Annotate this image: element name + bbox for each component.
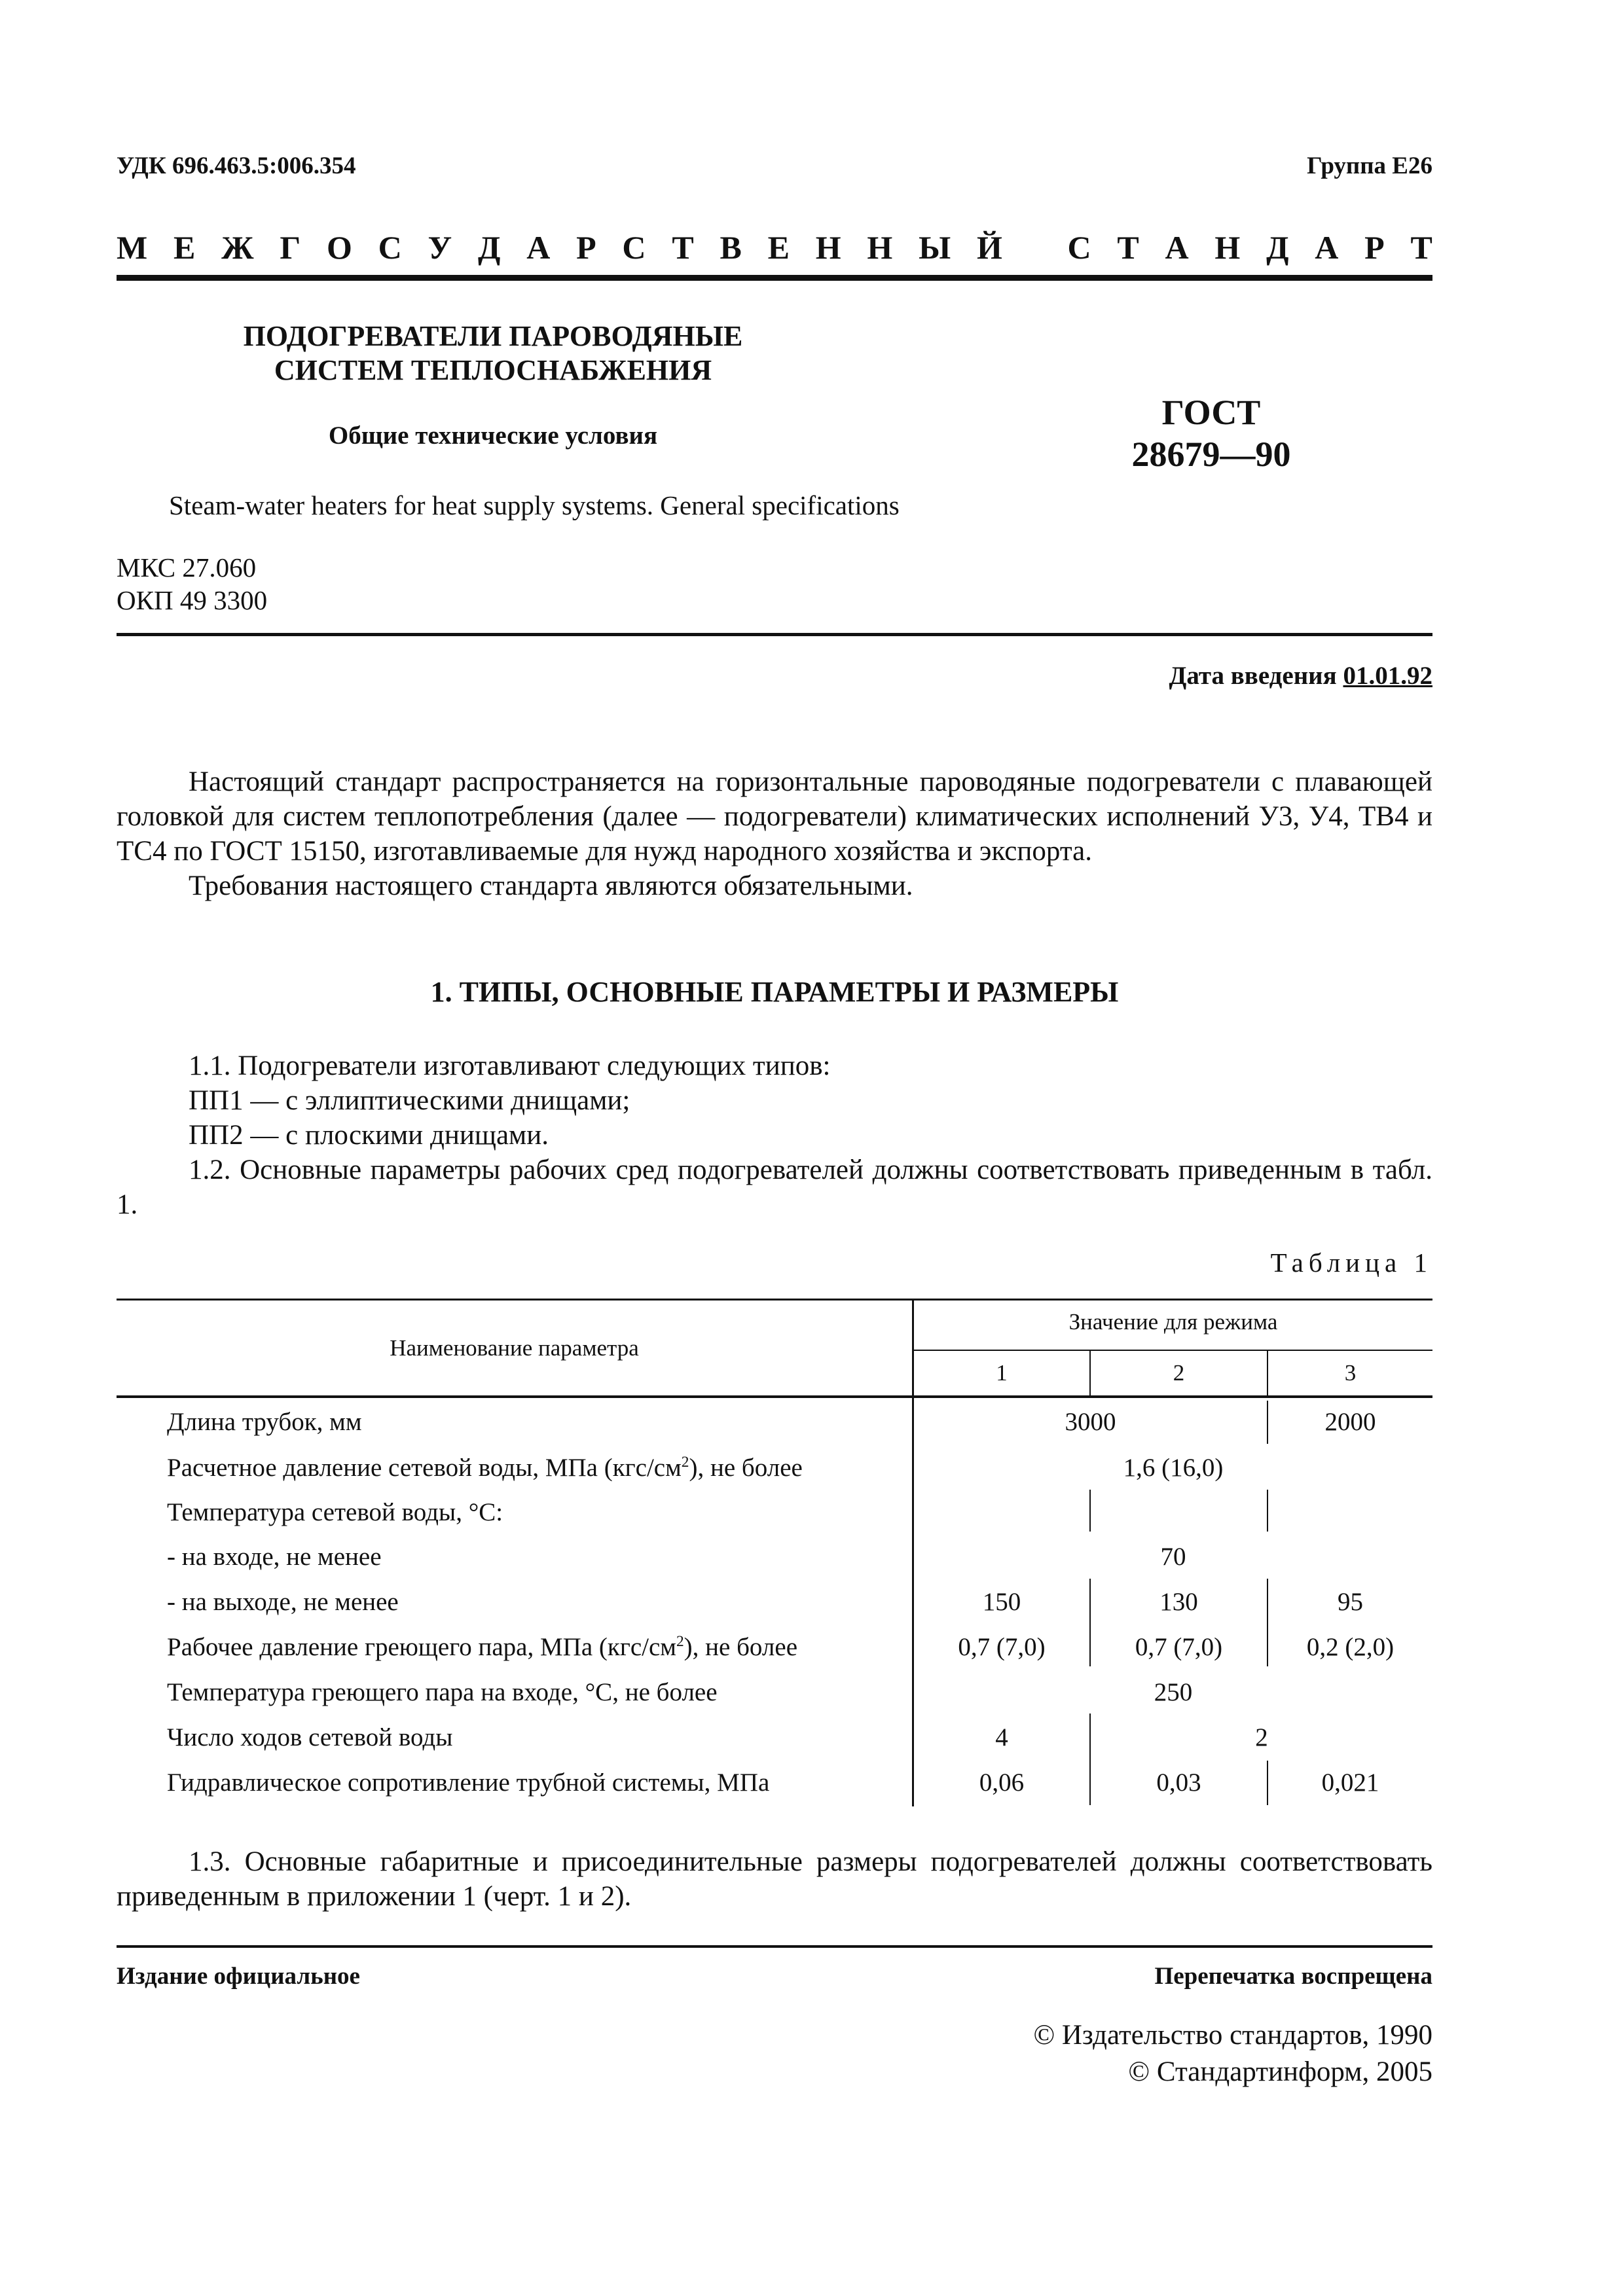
mode-2-header: 2: [1173, 1360, 1185, 1386]
intro-paragraph-1: Настоящий стандарт распространяется на горизонтальные пароводяные подогреватели с плавающей головкой для систем теплопотребления (далее — подогреватели) климатических исполнений У3, У4, ТВ4 и ТС4 по ГОСТ 15150, изготавливаемые для нужд народного хозяйства и экспорта.: [117, 766, 1432, 867]
row-network-water-temp-label: Температура сетевой воды, °С:: [167, 1498, 503, 1526]
section-1-text: [117, 1049, 1432, 1222]
label-superscript: 2: [681, 1454, 689, 1471]
row-3-divider-2: [1267, 1490, 1268, 1532]
clause-1-2: 1.2. Основные параметры рабочих сред подогревателей должны соответствовать приведенным в табл. 1.: [117, 1155, 1432, 1220]
group-code: Группа Е26: [1307, 152, 1432, 179]
udk-code: УДК 696.463.5:006.354: [117, 152, 356, 179]
standard-title: [117, 319, 869, 387]
column-header-parameter: Наименование параметра: [390, 1335, 639, 1361]
banner-letter: В: [720, 229, 742, 266]
row-outlet-temp-value-3: 95: [1338, 1588, 1363, 1616]
banner-letter: А: [1165, 229, 1189, 266]
column-header-value: Значение для режима: [1068, 1309, 1278, 1335]
banner-letter: Т: [672, 229, 694, 266]
row-hydraulic-resistance-value-1: 0,06: [979, 1768, 1025, 1797]
banner-letter: Й: [977, 229, 1002, 266]
type-pp1: ПП1 — с эллиптическими днищами;: [189, 1085, 630, 1116]
banner-letter: Е: [173, 229, 196, 266]
row-steam-pressure-label: [167, 1632, 797, 1662]
label-part-b: ), не более: [684, 1633, 798, 1661]
title-line-2: СИСТЕМ ТЕПЛОСНАБЖЕНИЯ: [274, 354, 712, 386]
row-tube-length-label: Длина трубок, мм: [167, 1408, 362, 1436]
row-passes-label: Число ходов сетевой воды: [167, 1723, 453, 1751]
label-part-b: ), не более: [689, 1454, 803, 1482]
banner-letter: Н: [815, 229, 841, 266]
banner-letter: Р: [1364, 229, 1385, 266]
gost-label: ГОСТ: [1161, 393, 1261, 432]
intro-text: [117, 764, 1432, 903]
row-hydraulic-resistance-value-3: 0,021: [1321, 1768, 1379, 1797]
row-steam-temp-value: 250: [1154, 1678, 1193, 1706]
banner-letter: Д: [1266, 229, 1289, 266]
banner-letter: Т: [1410, 229, 1432, 266]
label-superscript: 2: [676, 1633, 684, 1650]
banner-letter: Д: [478, 229, 501, 266]
header-bottom-rule: [117, 1395, 1432, 1398]
row-passes-value-2-3: 2: [1255, 1723, 1268, 1751]
official-edition: Издание официальное: [117, 1963, 360, 1990]
row-steam-pressure-value-3: 0,2 (2,0): [1306, 1633, 1395, 1661]
mode-3-header: 3: [1344, 1360, 1357, 1386]
gost-number: 28679—90: [1131, 435, 1291, 474]
standard-subtitle: Общие технические условия: [328, 422, 658, 450]
clause-1-3-block: [117, 1844, 1432, 1914]
table-1-caption: Таблица 1: [1270, 1247, 1432, 1278]
mode-1-header: 1: [996, 1360, 1008, 1386]
reprint-prohibited: Перепечатка воспрещена: [1154, 1963, 1432, 1990]
banner-letter: Р: [576, 229, 596, 266]
copyright-2005: © Стандартинформ, 2005: [1128, 2056, 1432, 2087]
banner-letter: С: [1067, 229, 1091, 266]
type-pp2: ПП2 — с плоскими днищами.: [189, 1120, 549, 1151]
row-network-water-pressure-value: 1,6 (16,0): [1123, 1454, 1224, 1482]
intro-date-label: Дата введения: [1169, 662, 1337, 690]
copyright-1990: © Издательство стандартов, 1990: [1033, 2020, 1432, 2051]
section-1-title: 1. ТИПЫ, ОСНОВНЫЕ ПАРАМЕТРЫ И РАЗМЕРЫ: [430, 976, 1119, 1008]
banner-letter: А: [1315, 229, 1339, 266]
row-passes-value-1: 4: [995, 1723, 1008, 1751]
header-sub-rule: [914, 1350, 1432, 1351]
clause-1-3: 1.3. Основные габаритные и присоединительные размеры подогревателей должны соответствовать приведенным в приложении 1 (черт. 1 и 2).: [117, 1846, 1432, 1912]
banner-letter: Н: [867, 229, 893, 266]
row-hydraulic-resistance-label: Гидравлическое сопротивление трубной системы, МПа: [167, 1768, 770, 1797]
banner-letter: Т: [1117, 229, 1139, 266]
clause-1-1: 1.1. Подогреватели изготавливают следующих типов:: [189, 1050, 831, 1081]
header-rule: [117, 275, 1432, 281]
introduction-date: [1169, 661, 1432, 691]
mks-code: МКС 27.060: [117, 552, 257, 583]
row-steam-pressure-value-1: 0,7 (7,0): [958, 1633, 1046, 1661]
banner-letter: С: [622, 229, 646, 266]
title-line-1: ПОДОГРЕВАТЕЛИ ПАРОВОДЯНЫЕ: [243, 320, 743, 352]
banner-letter: Е: [767, 229, 790, 266]
table-top-rule: [117, 1299, 1432, 1300]
label-part-a: Расчетное давление сетевой воды, МПа (кгс/см: [167, 1454, 682, 1482]
row-3-divider-1: [1089, 1490, 1091, 1532]
row-outlet-temp-value-1: 150: [982, 1588, 1021, 1616]
banner-letter: А: [526, 229, 551, 266]
banner-letter: У: [428, 229, 452, 266]
row-outlet-temp-label: - на выходе, не менее: [167, 1588, 399, 1616]
row-hydraulic-resistance-value-2: 0,03: [1156, 1768, 1201, 1797]
row-inlet-temp-value: 70: [1160, 1543, 1186, 1571]
interstate-standard-banner: [117, 228, 1432, 267]
row-outlet-temp-value-2: 130: [1159, 1588, 1198, 1616]
okp-code: ОКП 49 3300: [117, 585, 268, 615]
intro-paragraph-2: Требования настоящего стандарта являются обязательными.: [189, 870, 913, 901]
banner-letter: Ж: [221, 229, 254, 266]
banner-letter: О: [326, 229, 352, 266]
row-steam-temp-label: Температура греющего пара на входе, °С, не более: [167, 1678, 718, 1706]
classification-codes: [117, 551, 267, 617]
banner-letter: Г: [280, 229, 301, 266]
row-inlet-temp-label: - на входе, не менее: [167, 1543, 382, 1571]
label-part-a: Рабочее давление греющего пара, МПа (кгс/см: [167, 1633, 676, 1661]
banner-letter: М: [117, 229, 148, 266]
intro-date-value: 01.01.92: [1343, 662, 1432, 690]
banner-letter: Ы: [919, 229, 951, 266]
copyright-block: [1033, 2017, 1432, 2090]
row-tube-length-value-3: 2000: [1324, 1408, 1376, 1436]
gost-designation: [1080, 391, 1342, 475]
english-title: Steam-water heaters for heat supply systems. General specifications: [169, 490, 900, 520]
row-network-water-pressure-label: [167, 1453, 803, 1482]
banner-letter: Н: [1214, 229, 1241, 266]
row-tube-length-value-1-2: 3000: [1065, 1408, 1116, 1436]
footer-rule: [117, 1945, 1432, 1948]
row-steam-pressure-value-2: 0,7 (7,0): [1135, 1633, 1223, 1661]
banner-letter: С: [378, 229, 402, 266]
codes-rule: [117, 633, 1432, 636]
